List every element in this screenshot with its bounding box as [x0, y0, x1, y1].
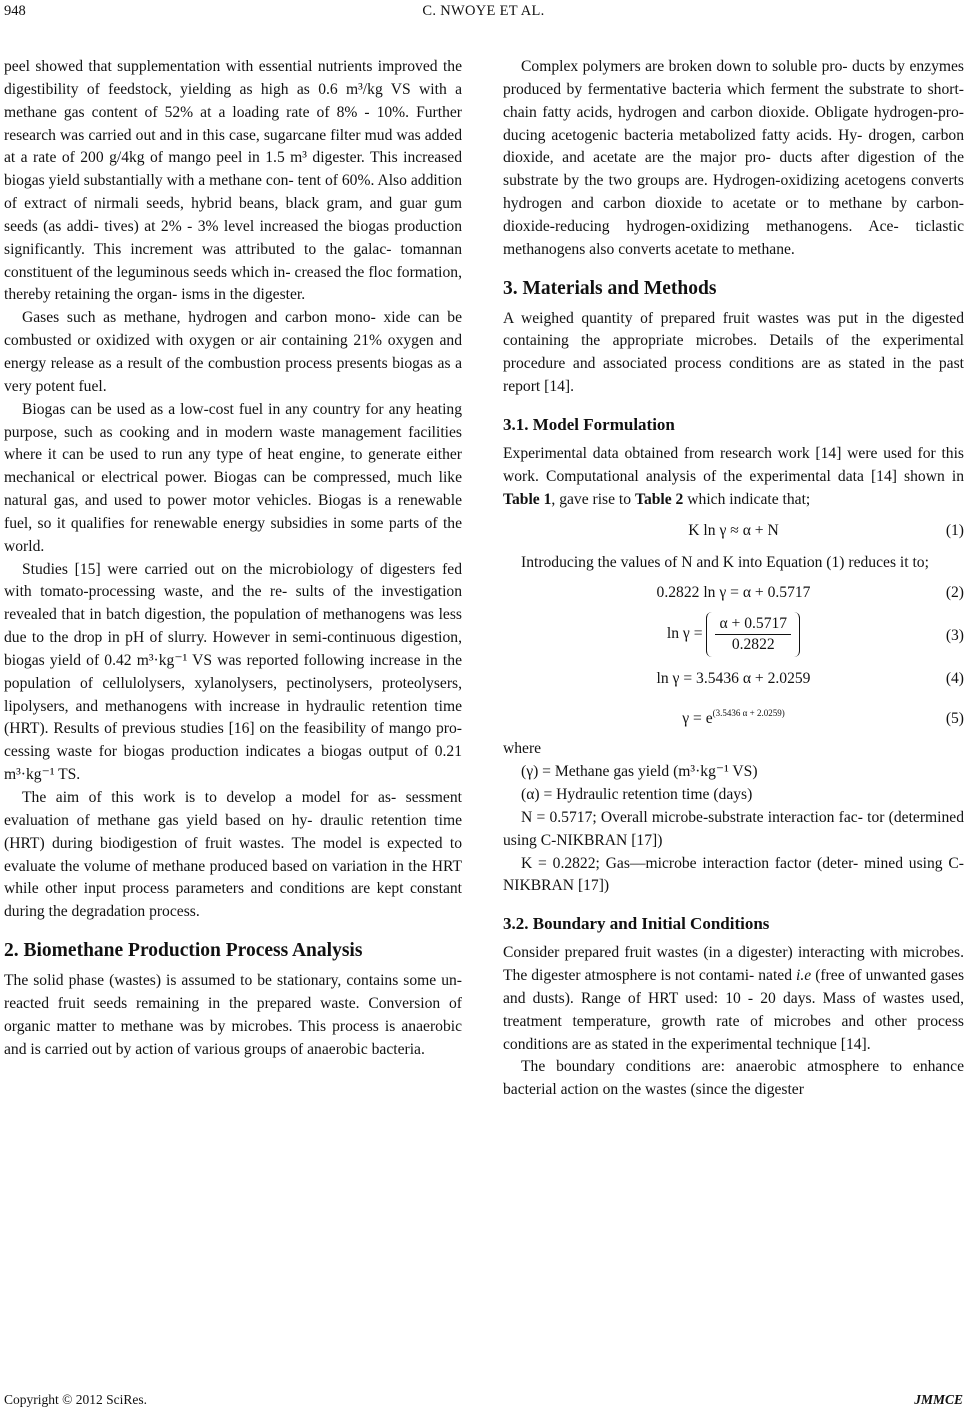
definition: K = 0.2822; Gas—microbe interaction factor (deter- mined using C-NIKBRAN [17]) — [503, 854, 964, 895]
text-run: Experimental data obtained from research work [14] were used for this work. Computational analysis of the experimental data [14] shown in — [503, 444, 964, 485]
equation-3 — [503, 612, 964, 662]
paragraph: Studies [15] were carried out on the microbiology of digesters fed with tomato-processing waste, and the re- sults of the investigation revealed that in batch digestion, the population of methanogens was less due to the drop in pH of slurry. However in semi-continuous digestion, biogas yield of 0.42 m³·kg⁻¹ VS was reported following increase in the population of cellulolysers, xylanolysers, pectinolysers, proteolysers, lipolysers, and methanogens with increase in hydraulic retention time (HRT). Results of previous studies [16] on the feasibility of mango pro- cessing waste for biogas production indicates a biogas output of 0.21 m³·kg⁻¹ TS. — [4, 560, 462, 784]
paragraph: Gases such as methane, hydrogen and carbon mono- xide can be combusted or oxidized with oxygen or air containing 21% oxygen and energy release as a result of the combustion process presents biogas as a very potent fuel. — [4, 309, 462, 395]
equation-body — [503, 612, 964, 657]
paragraph: The boundary conditions are: anaerobic atmosphere to enhance bacterial action on the wastes (since the digester — [503, 1058, 964, 1099]
fraction-denominator: 0.2822 — [731, 636, 775, 654]
page-header — [0, 3, 967, 25]
paragraph: Complex polymers are broken down to soluble pro- ducts by enzymes produced by fermentative bacteria which ferment the substrate to short-chain fatty acids, hydrogen and carbon dioxide. Obligate hydrogen-pro- ducing acetogenic bacteria metabolized fatty acids. Hy- drogen, carbon dioxide, and acetate are the major pro- ducts after digestion of the substrate by the two groups are. Hydrogen-oxidizing acetogens converts hydrogen and carbon dioxide to acetate or to methane by carbon- dioxide-reducing hydrogen-oxidizing methanogens. Ace- ticlastic methanogens also converts acetate to methane. — [503, 58, 964, 258]
text-run: Consider prepared fruit wastes (in a digester) interacting with microbes. The digester atmosphere is not contami- nated — [503, 944, 964, 985]
equation-4 — [503, 668, 964, 692]
paragraph: A weighed quantity of prepared fruit wastes was put in the digested containing the appropriate microbes. Details of the experimental procedure and associated process conditions are as stated in the past report [14]. — [503, 309, 964, 396]
text-run: which indicate that; — [683, 490, 811, 508]
subsection-heading: 3.2. Boundary and Initial Conditions — [503, 914, 770, 934]
paragraph — [503, 443, 964, 512]
page-number: 948 — [4, 3, 26, 19]
copyright: Copyright © 2012 SciRes. — [4, 1392, 148, 1407]
equation-body: K ln γ ≈ α + N — [688, 521, 779, 539]
equation-number: (5) — [945, 710, 964, 728]
paragraph: The solid phase (wastes) is assumed to be stationary, contains some un-reacted fruit seeds remaining in the prepared waste. Conversion of organic matter to methane was by microbes. This process is anaerobic and is carried out by action of various groups of anaerobic bacteria. — [4, 972, 462, 1058]
definition: (γ) = Methane gas yield (m³·kg⁻¹ VS) — [521, 763, 758, 781]
section-heading: 3. Materials and Methods — [503, 277, 717, 299]
paragraph — [503, 942, 964, 1056]
equation-number: (4) — [945, 670, 964, 688]
equation-number: (1) — [945, 521, 964, 539]
paragraph: The aim of this work is to develop a model for as- sessment evaluation of methane gas yield based on hy- draulic retention time (HRT) during biodigestion of fruit wastes. The model is expected to evaluate the volume of methane produced based on variation in the HRT while other input process parameters and conditions are kept constant during the degradation process. — [4, 789, 462, 921]
equation-body — [503, 708, 964, 732]
section-heading: 2. Biomethane Production Process Analysis — [4, 940, 363, 962]
running-head: C. NWOYE ET AL. — [422, 3, 545, 19]
journal-name: JMMCE — [914, 1392, 963, 1407]
equation-body: ln γ = 3.5436 α + 2.0259 — [656, 670, 811, 688]
equation-2 — [503, 582, 964, 606]
text-run: (free of unwanted gases and dusts). Range of HRT used: 10 - 20 days. Mass of wastes used, treatment temperature, growth rate of microbes and other process conditions are as stated in the experimental technique [14]. — [503, 967, 965, 1053]
equation-lhs: ln γ = — [666, 625, 703, 643]
subsection-heading: 3.1. Model Formulation — [503, 414, 675, 434]
fraction-numerator: α + 0.5717 — [715, 614, 791, 635]
definition: N = 0.5717; Overall microbe-substrate interaction fac- tor (determined using C-NIKBRAN [17]) — [503, 808, 964, 849]
equation-1 — [503, 520, 964, 544]
equation-number: (2) — [945, 584, 964, 602]
equation-body: 0.2822 ln γ = α + 0.5717 — [656, 584, 811, 602]
equation-paren — [706, 612, 800, 657]
definition: (α) = Hydraulic retention time (days) — [521, 786, 753, 804]
text-run: , gave rise to — [551, 490, 635, 508]
paragraph: Introducing the values of N and K into Equation (1) reduces it to; — [521, 553, 929, 571]
equation-exponent: (3.5436 α + 2.0259) — [712, 708, 785, 719]
paragraph: peel showed that supplementation with essential nutrients improved the digestibility of feedstock, yielding as high as 0.6 m³/kg VS with a methane gas content of 52% at a loading rate of 8% - 10%. Further research was carried out and in this case, sugarcane filter mud was added at a rate of 200 g/4kg of mango peel in 1.5 m³ digester. This increased biogas yield substantially with a methane con- tent of 60%. Also addition of extract of nirmali seeds, hybrid beans, black gram, and guar gum seeds (as addi- tives) at 2% - 3% level increased the biogas production significantly. This increment was attributed to the galac- tomannan constituent of the leguminous seeds which in- creased the floc formation, thereby retaining the organ- isms in the digester. — [4, 58, 462, 304]
where-label: where — [503, 740, 542, 758]
table-ref: Table 2 — [634, 490, 684, 508]
paragraph: Biogas can be used as a low-cost fuel in any country for any heating purpose, such as cooking and in modern waste management facilities where it can be used to run any type of heat engine, to generate either mechanical or electrical power. Biogas can be compressed, much like natural gas, and used to power motor vehicles. Biogas is a renewable fuel, so it qualifies for renewable energy subsidies in some parts of the world. — [4, 400, 462, 555]
fraction — [715, 614, 791, 655]
variable-definitions — [503, 738, 964, 898]
text-run-italic: i.e — [796, 967, 812, 985]
page-footer — [0, 1392, 967, 1410]
equation-lhs: γ = e — [682, 710, 713, 728]
equation-5 — [503, 700, 964, 732]
table-ref: Table 1 — [503, 490, 552, 508]
left-column — [4, 56, 462, 1061]
equation-number: (3) — [945, 627, 964, 645]
right-column — [503, 56, 964, 1102]
